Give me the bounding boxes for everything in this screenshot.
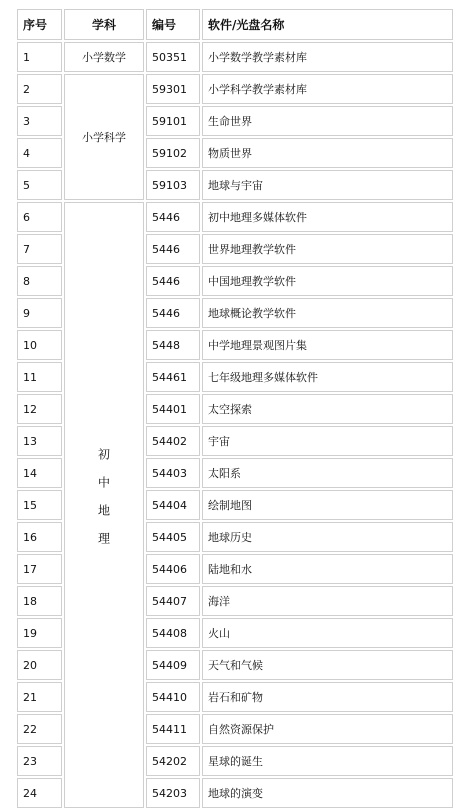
software-name-cell: 物质世界 <box>202 138 453 168</box>
code-cell: 59103 <box>146 170 200 200</box>
code-cell: 5446 <box>146 266 200 296</box>
code-cell: 54411 <box>146 714 200 744</box>
code-cell: 54407 <box>146 586 200 616</box>
row-number: 3 <box>17 106 62 136</box>
subject-cell <box>64 202 144 808</box>
row-number: 2 <box>17 74 62 104</box>
table-row <box>17 202 453 232</box>
row-number: 17 <box>17 554 62 584</box>
code-cell: 54461 <box>146 362 200 392</box>
software-name-cell: 初中地理多媒体软件 <box>202 202 453 232</box>
row-number: 24 <box>17 778 62 808</box>
software-name-cell: 绘制地图 <box>202 490 453 520</box>
header-subject: 学科 <box>64 9 144 40</box>
software-name-cell: 中国地理教学软件 <box>202 266 453 296</box>
row-number: 8 <box>17 266 62 296</box>
row-number: 1 <box>17 42 62 72</box>
row-number: 15 <box>17 490 62 520</box>
code-cell: 54408 <box>146 618 200 648</box>
software-name-cell: 地球的演变 <box>202 778 453 808</box>
software-catalog-table <box>15 7 455 810</box>
row-number: 23 <box>17 746 62 776</box>
code-cell: 54403 <box>146 458 200 488</box>
code-cell: 54410 <box>146 682 200 712</box>
subject-label: 初中地理 <box>96 447 111 560</box>
code-cell: 54401 <box>146 394 200 424</box>
code-cell: 54404 <box>146 490 200 520</box>
software-name-cell: 七年级地理多媒体软件 <box>202 362 453 392</box>
software-name-cell: 世界地理教学软件 <box>202 234 453 264</box>
code-cell: 5446 <box>146 234 200 264</box>
software-name-cell: 小学科学教学素材库 <box>202 74 453 104</box>
code-cell: 5448 <box>146 330 200 360</box>
code-cell: 59101 <box>146 106 200 136</box>
row-number: 10 <box>17 330 62 360</box>
software-name-cell: 陆地和水 <box>202 554 453 584</box>
code-cell: 5446 <box>146 298 200 328</box>
software-name-cell: 中学地理景观图片集 <box>202 330 453 360</box>
row-number: 11 <box>17 362 62 392</box>
row-number: 14 <box>17 458 62 488</box>
code-cell: 54405 <box>146 522 200 552</box>
row-number: 5 <box>17 170 62 200</box>
code-cell: 54406 <box>146 554 200 584</box>
header-row <box>17 9 453 40</box>
software-name-cell: 火山 <box>202 618 453 648</box>
row-number: 13 <box>17 426 62 456</box>
row-number: 7 <box>17 234 62 264</box>
header-name: 软件/光盘名称 <box>202 9 453 40</box>
code-cell: 50351 <box>146 42 200 72</box>
row-number: 16 <box>17 522 62 552</box>
software-name-cell: 生命世界 <box>202 106 453 136</box>
software-name-cell: 星球的诞生 <box>202 746 453 776</box>
row-number: 6 <box>17 202 62 232</box>
software-name-cell: 天气和气候 <box>202 650 453 680</box>
row-number: 20 <box>17 650 62 680</box>
row-number: 19 <box>17 618 62 648</box>
software-name-cell: 地球与宇宙 <box>202 170 453 200</box>
code-cell: 54409 <box>146 650 200 680</box>
code-cell: 54402 <box>146 426 200 456</box>
software-name-cell: 地球历史 <box>202 522 453 552</box>
software-name-cell: 海洋 <box>202 586 453 616</box>
row-number: 18 <box>17 586 62 616</box>
code-cell: 54202 <box>146 746 200 776</box>
subject-label: 小学数学 <box>82 51 126 64</box>
subject-cell <box>64 74 144 200</box>
table-body <box>17 9 453 808</box>
row-number: 22 <box>17 714 62 744</box>
table-row <box>17 74 453 104</box>
header-code: 编号 <box>146 9 200 40</box>
code-cell: 59301 <box>146 74 200 104</box>
software-name-cell: 岩石和矿物 <box>202 682 453 712</box>
table-row <box>17 42 453 72</box>
code-cell: 59102 <box>146 138 200 168</box>
code-cell: 54203 <box>146 778 200 808</box>
software-name-cell: 地球概论教学软件 <box>202 298 453 328</box>
software-name-cell: 小学数学教学素材库 <box>202 42 453 72</box>
software-name-cell: 自然资源保护 <box>202 714 453 744</box>
software-name-cell: 太阳系 <box>202 458 453 488</box>
subject-cell <box>64 42 144 72</box>
code-cell: 5446 <box>146 202 200 232</box>
row-number: 4 <box>17 138 62 168</box>
row-number: 21 <box>17 682 62 712</box>
software-name-cell: 太空探索 <box>202 394 453 424</box>
subject-label: 小学科学 <box>82 131 126 144</box>
software-name-cell: 宇宙 <box>202 426 453 456</box>
row-number: 9 <box>17 298 62 328</box>
row-number: 12 <box>17 394 62 424</box>
header-no: 序号 <box>17 9 62 40</box>
